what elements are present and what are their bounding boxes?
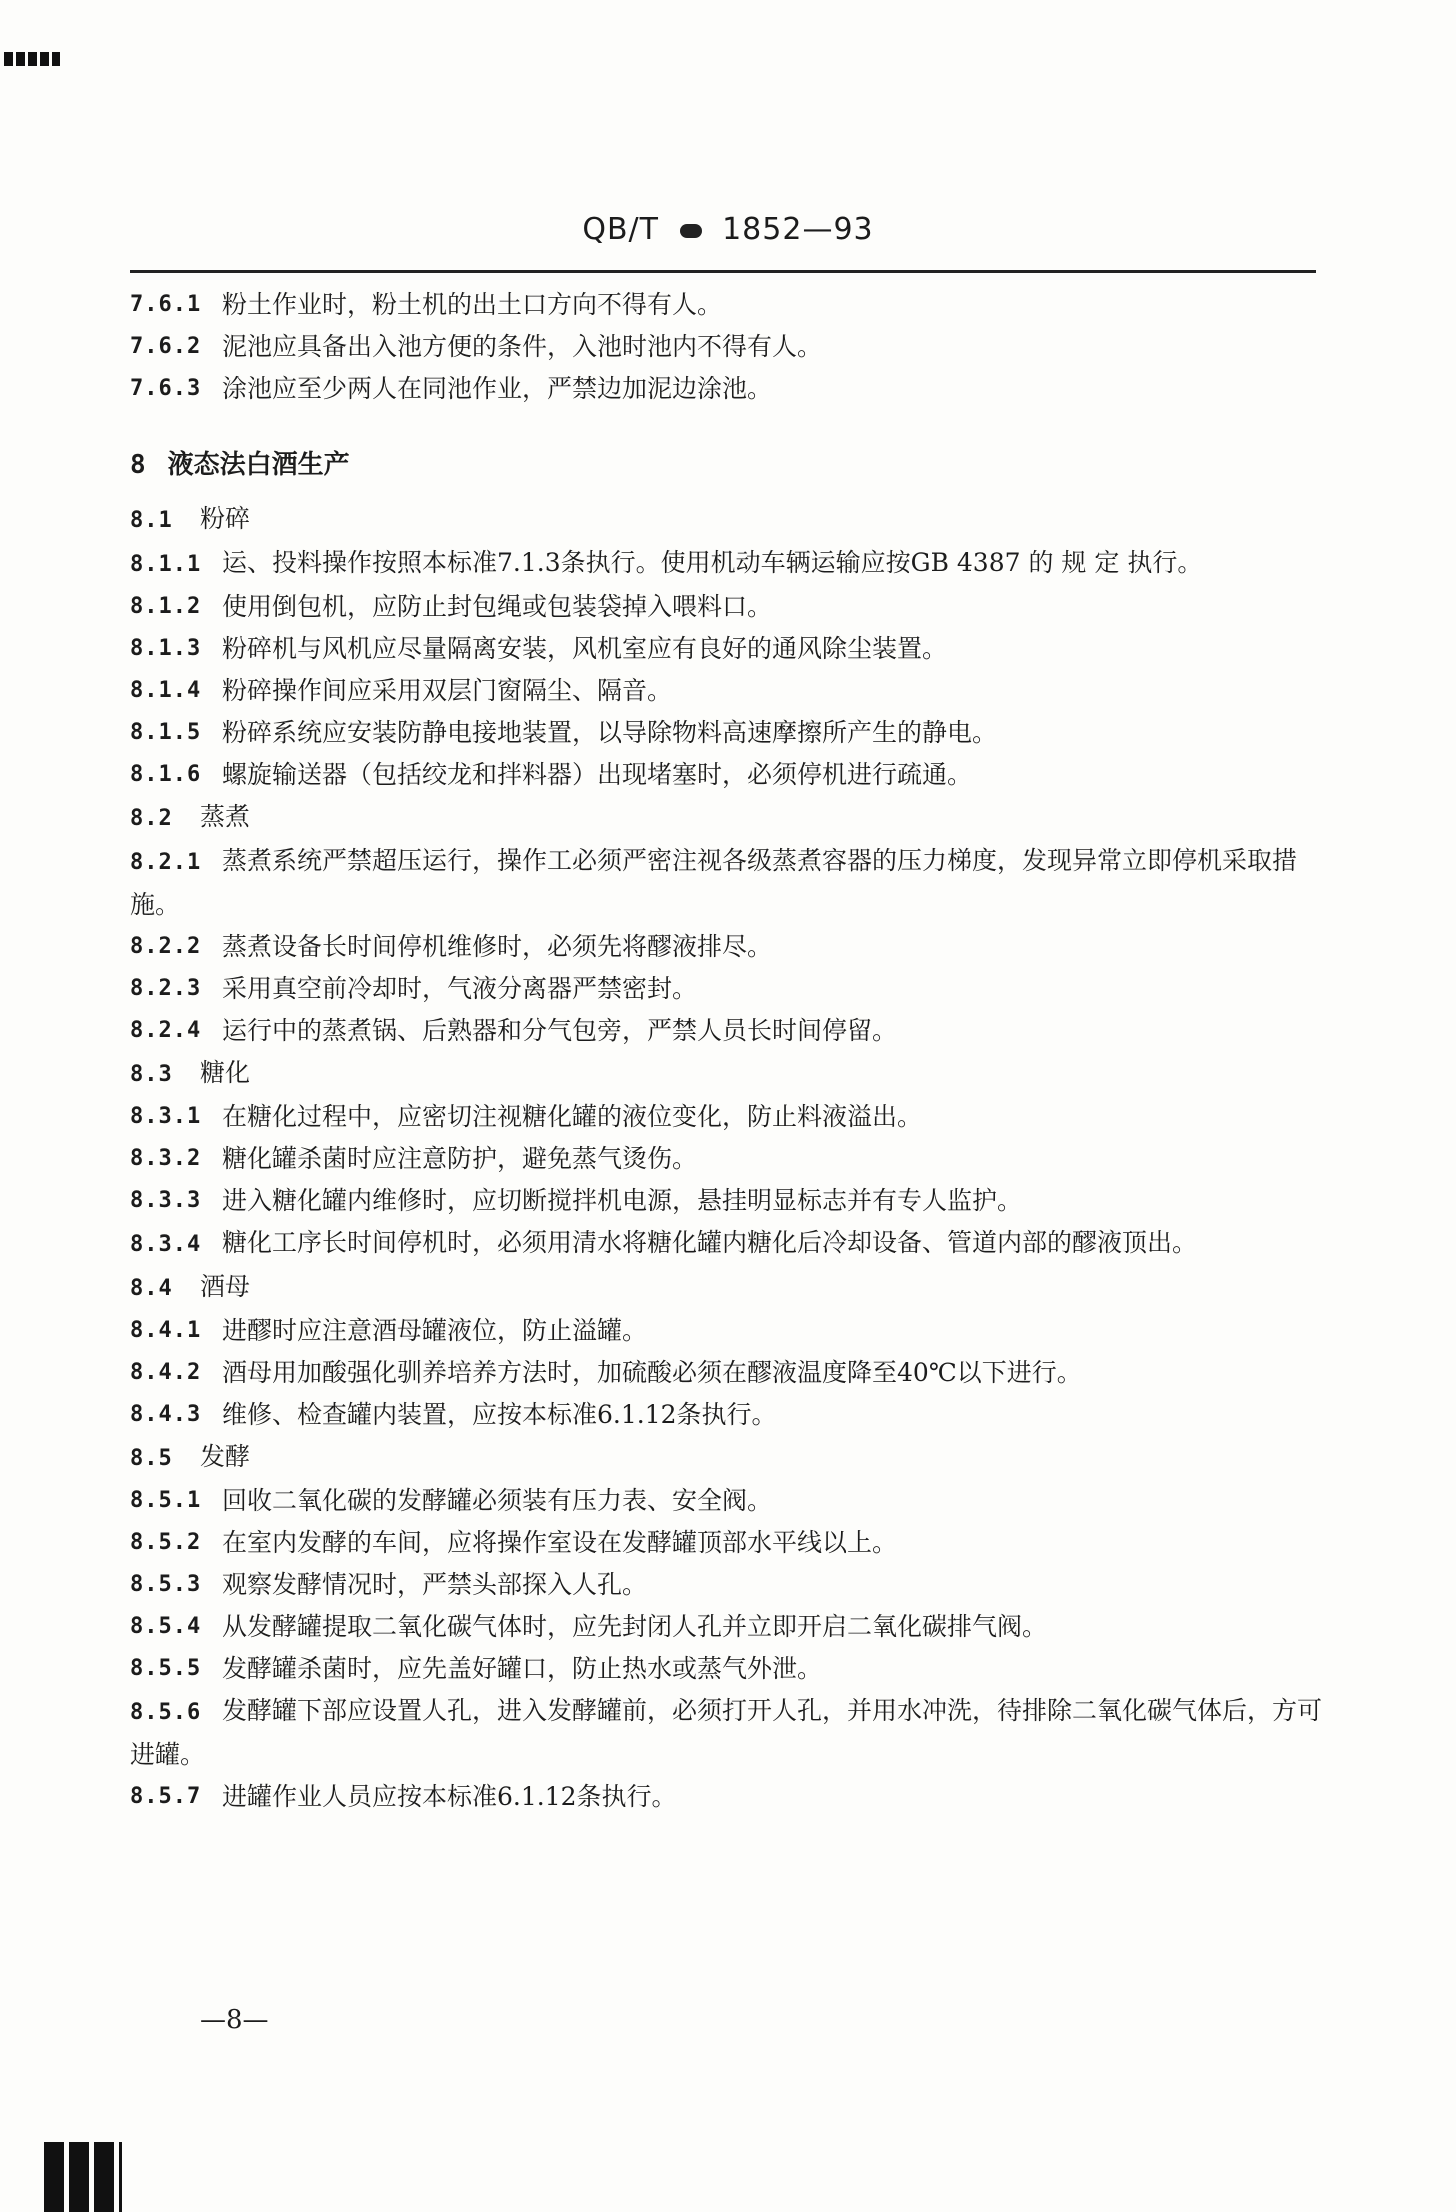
clause-number: 8.5.6 [130,1700,202,1725]
section-number: 8 [130,450,146,480]
clause-number: 8.5.1 [130,1488,202,1513]
standard-number: 1852—93 [722,212,874,247]
clause-number: 8.3.4 [130,1232,202,1257]
subsection-title: 酒母 [200,1272,251,1301]
clause-text: 观察发酵情况时，严禁头部探入人孔。 [222,1570,648,1599]
clause-number: 8.4.2 [130,1360,202,1385]
clause-number: 8.1.1 [130,552,202,577]
header-rule [130,270,1316,273]
clause-number: 8.1.3 [130,636,202,661]
clause [130,1138,1330,1180]
clause [130,1648,1330,1690]
clause [130,1310,1330,1352]
clause [130,1776,1330,1818]
clause-number: 8.5.3 [130,1572,202,1597]
clause-number: 8.1.6 [130,762,202,787]
clause [130,1690,1330,1776]
clause [130,1394,1330,1436]
subsection-heading [130,498,1330,542]
subsection-number: 8.2 [130,806,173,831]
clause-text: 糖化工序长时间停机时，必须用清水将糖化罐内糖化后冷却设备、管道内部的醪液顶出。 [222,1228,1198,1257]
clause-text: 粉土作业时，粉土机的出土口方向不得有人。 [222,290,723,319]
clause [130,368,1330,410]
clause-text: 蒸煮系统严禁超压运行，操作工必须严密注视各级蒸煮容器的压力梯度，发现异常立即停机采取措施。 [130,846,1298,919]
clause-text: 粉碎操作间应采用双层门窗隔尘、隔音。 [222,676,673,705]
clause-number: 8.1.2 [130,594,202,619]
clause [130,754,1330,796]
clause-text: 从发酵罐提取二氧化碳气体时，应先封闭人孔并立即开启二氧化碳排气阀。 [222,1612,1048,1641]
clause-text: 运、投料操作按照本标准7.1.3条执行。使用机动车辆运输应按GB 4387 的 规 定 执行。 [222,548,1203,577]
clause-text: 发酵罐下部应设置人孔，进入发酵罐前，必须打开人孔，并用水冲洗，待排除二氧化碳气体后，方可进罐。 [130,1696,1323,1769]
clause-text: 酒母用加酸强化驯养培养方法时，加硫酸必须在醪液温度降至40℃以下进行。 [222,1358,1082,1387]
clause-text: 维修、检查罐内装置，应按本标准6.1.12条执行。 [222,1400,777,1429]
standard-header [0,212,1456,247]
clause-number: 8.5.2 [130,1530,202,1555]
clause-number: 8.5.7 [130,1784,202,1809]
clause-number: 7.6.1 [130,292,202,317]
clause [130,542,1330,586]
clause-number: 8.5.4 [130,1614,202,1639]
section-title: 液态法白酒生产 [167,450,350,480]
clause-number: 7.6.3 [130,376,202,401]
clause-number: 8.2.4 [130,1018,202,1043]
clause-number: 8.2.1 [130,850,202,875]
clause-text: 粉碎机与风机应尽量隔离安装，风机室应有良好的通风除尘装置。 [222,634,948,663]
clause [130,840,1330,926]
subsection-number: 8.1 [130,508,173,533]
clause-text: 进醪时应注意酒母罐液位，防止溢罐。 [222,1316,648,1345]
clause-text: 使用倒包机，应防止封包绳或包装袋掉入喂料口。 [222,592,773,621]
clause [130,1522,1330,1564]
clause-text: 在糖化过程中，应密切注视糖化罐的液位变化，防止料液溢出。 [222,1102,923,1131]
subsection-heading [130,1436,1330,1480]
subsection-title: 糖化 [200,1058,251,1087]
clause-number: 8.5.5 [130,1656,202,1681]
scan-artifact-bottom [44,2142,122,2212]
clause-text: 涂池应至少两人在同池作业，严禁边加泥边涂池。 [222,374,773,403]
document-body [130,284,1330,1818]
clause-number: 8.1.4 [130,678,202,703]
clause-text: 采用真空前冷却时，气液分离器严禁密封。 [222,974,698,1003]
clause-text: 发酵罐杀菌时，应先盖好罐口，防止热水或蒸气外泄。 [222,1654,823,1683]
clause-text: 粉碎系统应安装防静电接地装置，以导除物料高速摩擦所产生的静电。 [222,718,998,747]
clause [130,670,1330,712]
clause-text: 蒸煮设备长时间停机维修时，必须先将醪液排尽。 [222,932,773,961]
clause-text: 回收二氧化碳的发酵罐必须装有压力表、安全阀。 [222,1486,773,1515]
subsection-number: 8.4 [130,1276,173,1301]
clause [130,628,1330,670]
clause-text: 在室内发酵的车间，应将操作室设在发酵罐顶部水平线以上。 [222,1528,898,1557]
subsection-heading [130,1266,1330,1310]
page-number: —8— [200,2005,269,2035]
clause-number: 8.1.5 [130,720,202,745]
clause-number: 8.3.1 [130,1104,202,1129]
clause-number: 8.2.2 [130,934,202,959]
section-heading [130,444,1330,486]
clause [130,1096,1330,1138]
subsection-title: 粉碎 [200,504,251,533]
clause [130,1352,1330,1394]
clause-text: 进入糖化罐内维修时，应切断搅拌机电源，悬挂明显标志并有专人监护。 [222,1186,1023,1215]
subsection-heading [130,1052,1330,1096]
clause [130,586,1330,628]
subsection-heading [130,796,1330,840]
clause [130,1010,1330,1052]
clause-text: 运行中的蒸煮锅、后熟器和分气包旁，严禁人员长时间停留。 [222,1016,898,1045]
clause-text: 糖化罐杀菌时应注意防护，避免蒸气烫伤。 [222,1144,698,1173]
clause-text: 螺旋输送器（包括绞龙和拌料器）出现堵塞时，必须停机进行疏通。 [222,760,973,789]
clause [130,284,1330,326]
clause [130,712,1330,754]
clause-number: 8.4.3 [130,1402,202,1427]
subsection-title: 蒸煮 [200,802,251,831]
clause [130,1480,1330,1522]
clause-number: 8.3.3 [130,1188,202,1213]
clause-number: 7.6.2 [130,334,202,359]
clause [130,1606,1330,1648]
clause [130,926,1330,968]
subsection-title: 发酵 [200,1442,251,1471]
clause-text: 泥池应具备出入池方便的条件，入池时池内不得有人。 [222,332,823,361]
clause [130,1564,1330,1606]
scan-artifact-top [4,52,60,66]
clause-text: 进罐作业人员应按本标准6.1.12条执行。 [222,1782,677,1811]
clause-number: 8.4.1 [130,1318,202,1343]
clause [130,1180,1330,1222]
gb-mark-icon [680,224,702,238]
subsection-number: 8.3 [130,1062,173,1087]
clause [130,968,1330,1010]
clause-number: 8.3.2 [130,1146,202,1171]
clause [130,1222,1330,1266]
standard-prefix: QB/T [582,212,659,247]
clause-number: 8.2.3 [130,976,202,1001]
subsection-number: 8.5 [130,1446,173,1471]
clause [130,326,1330,368]
